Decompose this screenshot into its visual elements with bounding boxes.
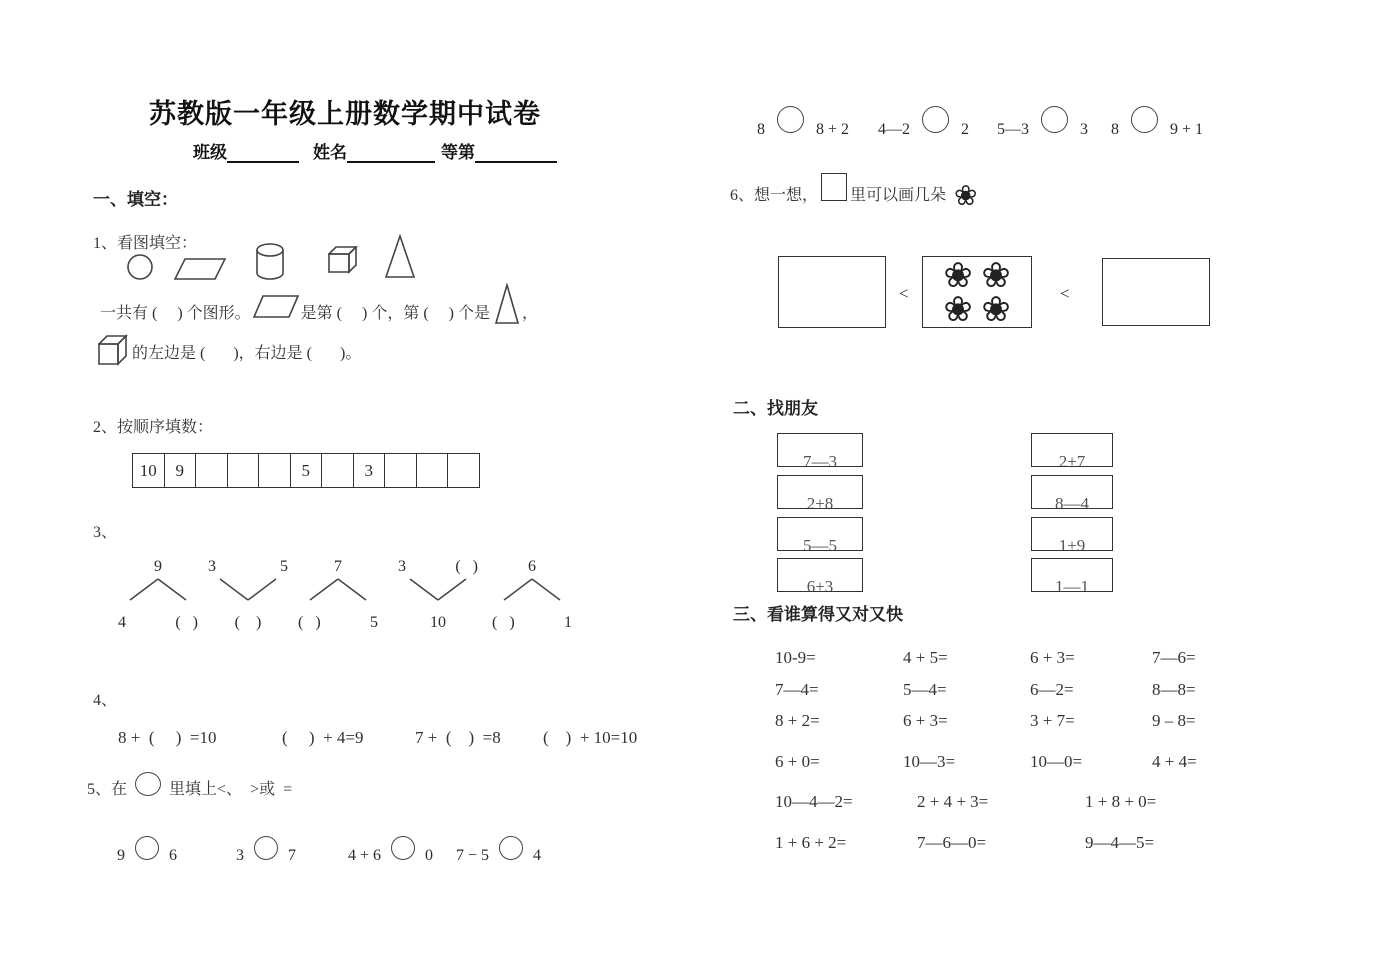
q4-label: 4、 bbox=[93, 692, 118, 709]
compare-right: 7 bbox=[288, 847, 296, 864]
grid-cell bbox=[322, 454, 354, 487]
calc-item: 3 + 7= bbox=[1030, 711, 1075, 730]
calc-item: 4 + 4= bbox=[1152, 752, 1197, 771]
grid-cell bbox=[385, 454, 417, 487]
q1-line2: 的左边是 ( )，右边是 ( )。 bbox=[132, 345, 362, 362]
square-box-icon bbox=[821, 173, 847, 201]
compare-item bbox=[456, 836, 541, 865]
section2-heading: 二、找朋友 bbox=[733, 399, 818, 418]
compare-circle-icon bbox=[391, 836, 415, 860]
q6-label bbox=[730, 173, 978, 212]
grid-cell bbox=[448, 454, 479, 487]
compare-right: 3 bbox=[1080, 121, 1088, 138]
grid-cell bbox=[417, 454, 449, 487]
number-bond bbox=[296, 558, 380, 632]
match-card-right bbox=[1031, 517, 1113, 551]
name-blank bbox=[347, 143, 435, 163]
bond-top: ( ) bbox=[455, 558, 478, 575]
q3-label: 3、 bbox=[93, 524, 118, 541]
bond-split-lines bbox=[490, 576, 574, 602]
calc-item: 5—4= bbox=[903, 680, 947, 699]
compare-circle-icon bbox=[499, 836, 523, 860]
q5-label-suffix: 里填上<、 >或 = bbox=[169, 781, 293, 798]
calc-item: 7—6= bbox=[1152, 648, 1196, 667]
calc-item: 1 + 6 + 2= bbox=[775, 833, 847, 852]
q6-empty-box-right bbox=[1102, 258, 1210, 326]
compare-item bbox=[236, 836, 296, 865]
match-card-left bbox=[777, 558, 863, 592]
bond-top: 6 bbox=[528, 558, 536, 575]
calc-item: 6 + 3= bbox=[1030, 648, 1075, 667]
q4-equation: ( ) + 4=9 bbox=[282, 728, 364, 747]
flower-icon: ❀ bbox=[943, 256, 973, 296]
section1-heading: 一、填空： bbox=[93, 190, 178, 209]
compare-circle-icon bbox=[254, 836, 278, 860]
match-card-text: 2+8 bbox=[806, 494, 834, 509]
match-card-text: 7—3 bbox=[803, 452, 837, 467]
bond-join-lines bbox=[206, 576, 290, 602]
parallelogram-shape bbox=[174, 258, 226, 281]
bond-top: 3 bbox=[208, 558, 216, 575]
circle-shape bbox=[126, 253, 154, 281]
compare-right: 9 + 1 bbox=[1170, 121, 1204, 138]
flower-icon: ❀ bbox=[981, 290, 1011, 330]
flower-icon: ❀ bbox=[981, 256, 1011, 296]
grid-cell: 5 bbox=[291, 454, 323, 487]
bond-bottom: 5 bbox=[370, 614, 378, 631]
compare-left: 7 − 5 bbox=[456, 847, 490, 864]
q1-line1-b: 是第 ( ) 个，第 ( ) 个是 bbox=[300, 305, 490, 322]
section3-heading: 三、看谁算得又对又快 bbox=[733, 605, 903, 624]
q5-label-prefix: 5、在 bbox=[87, 781, 128, 798]
cube-inline-icon bbox=[98, 334, 128, 366]
q1-line1-a: 一共有 ( ) 个图形。 bbox=[100, 305, 251, 322]
triangle-shape bbox=[384, 234, 416, 279]
calc-item: 6—2= bbox=[1030, 680, 1074, 699]
calc-item: 1 + 8 + 0= bbox=[1085, 792, 1157, 811]
bond-bottom: ( ) bbox=[234, 614, 262, 631]
triangle-inline-icon bbox=[494, 283, 520, 325]
bond-bottom: 10 bbox=[430, 614, 446, 631]
compare-item bbox=[1111, 106, 1203, 139]
calc-item: 6 + 3= bbox=[903, 711, 948, 730]
calc-item: 7—6—0= bbox=[917, 833, 987, 852]
compare-left: 9 bbox=[117, 847, 125, 864]
bond-top: 9 bbox=[154, 558, 162, 575]
q1-text-line2 bbox=[98, 334, 361, 366]
cube-shape bbox=[328, 246, 360, 274]
flower-icon: ❀ bbox=[943, 290, 973, 330]
compare-right: 6 bbox=[169, 847, 177, 864]
class-label: 班级 bbox=[193, 143, 227, 162]
bond-bottom: 1 bbox=[564, 614, 572, 631]
compare-left: 5—3 bbox=[997, 121, 1029, 138]
q1-line1-c: ， bbox=[522, 305, 539, 322]
less-than-sign: < bbox=[899, 284, 909, 303]
q6-empty-box-left bbox=[778, 256, 886, 328]
calc-item: 6 + 0= bbox=[775, 752, 820, 771]
compare-right: 2 bbox=[961, 121, 969, 138]
q4-equation: ( ) + 10=10 bbox=[543, 728, 638, 747]
number-bond bbox=[396, 558, 480, 632]
compare-left: 3 bbox=[236, 847, 244, 864]
compare-left: 4—2 bbox=[878, 121, 910, 138]
compare-circle-icon bbox=[1131, 106, 1158, 133]
q2-number-grid bbox=[132, 453, 480, 488]
compare-left: 4 + 6 bbox=[348, 847, 382, 864]
parallelogram-inline-icon bbox=[253, 295, 299, 319]
q4-equation: 8 + ( ) =10 bbox=[118, 728, 217, 747]
match-card-right bbox=[1031, 433, 1113, 467]
calc-item: 8 + 2= bbox=[775, 711, 820, 730]
compare-right: 0 bbox=[425, 847, 434, 864]
calc-item: 9—4—5= bbox=[1085, 833, 1155, 852]
cylinder-shape bbox=[255, 243, 285, 281]
class-blank bbox=[227, 143, 299, 163]
compare-item bbox=[757, 106, 849, 139]
match-card-left bbox=[777, 475, 863, 509]
compare-left: 8 bbox=[757, 121, 765, 138]
grade-label: 等第 bbox=[441, 143, 475, 162]
q5-label bbox=[87, 772, 292, 802]
grid-cell: 10 bbox=[133, 454, 165, 487]
match-card-right bbox=[1031, 558, 1113, 592]
compare-circle-icon bbox=[1041, 106, 1068, 133]
match-card-text: 2+7 bbox=[1058, 452, 1086, 467]
compare-left: 8 bbox=[1111, 121, 1119, 138]
less-than-sign: < bbox=[1060, 284, 1070, 303]
calc-item: 7—4= bbox=[775, 680, 819, 699]
bond-split-lines bbox=[296, 576, 380, 602]
calc-item: 10—4—2= bbox=[775, 792, 853, 811]
match-card-left bbox=[777, 433, 863, 467]
flower-icon: ❀ bbox=[954, 179, 978, 212]
bond-bottom: ( ) bbox=[492, 614, 515, 631]
compare-item bbox=[117, 836, 177, 865]
calc-item: 10—0= bbox=[1030, 752, 1083, 771]
bond-top: 5 bbox=[280, 558, 288, 575]
calc-item: 10—3= bbox=[903, 752, 956, 771]
bond-top: 7 bbox=[334, 558, 342, 575]
match-card-text: 8—4 bbox=[1055, 494, 1089, 509]
calc-item: 10-9= bbox=[775, 648, 816, 667]
number-bond bbox=[116, 558, 200, 632]
compare-circle-icon bbox=[777, 106, 804, 133]
q2-label: 2、按顺序填数： bbox=[93, 419, 214, 436]
compare-circle-icon bbox=[135, 772, 161, 796]
bond-bottom: ( ) bbox=[175, 614, 198, 631]
q6-suffix: 里可以画几朵 bbox=[850, 187, 947, 204]
compare-item bbox=[878, 106, 969, 139]
match-card-text: 1+9 bbox=[1058, 536, 1086, 551]
q1-shape-row bbox=[126, 234, 446, 286]
q1-label: 1、看图填空： bbox=[93, 235, 198, 252]
bond-join-lines bbox=[396, 576, 480, 602]
match-card-right bbox=[1031, 475, 1113, 509]
name-label: 姓名 bbox=[313, 143, 347, 162]
bond-split-lines bbox=[116, 576, 200, 602]
compare-right: 4 bbox=[533, 847, 542, 864]
match-card-left bbox=[777, 517, 863, 551]
bond-bottom: ( ) bbox=[298, 614, 321, 631]
grade-blank bbox=[475, 143, 557, 163]
compare-item bbox=[348, 836, 433, 865]
flower-grid bbox=[936, 256, 1018, 330]
number-bond bbox=[490, 558, 574, 632]
compare-right: 8 + 2 bbox=[816, 121, 850, 138]
q1-text-line1 bbox=[100, 283, 538, 325]
compare-circle-icon bbox=[922, 106, 949, 133]
grid-cell: 3 bbox=[354, 454, 386, 487]
q6-flower-box bbox=[922, 256, 1032, 328]
calc-item: 9 – 8= bbox=[1152, 711, 1196, 730]
bond-bottom: 4 bbox=[118, 614, 126, 631]
match-card-text: 6+3 bbox=[806, 577, 834, 592]
number-bond bbox=[206, 558, 290, 632]
match-card-text: 1—1 bbox=[1055, 577, 1089, 592]
grid-cell bbox=[196, 454, 228, 487]
calc-item: 8—8= bbox=[1152, 680, 1196, 699]
compare-circle-icon bbox=[135, 836, 159, 860]
q4-equation: 7 + ( ) =8 bbox=[415, 728, 501, 747]
grid-cell bbox=[228, 454, 260, 487]
calc-item: 2 + 4 + 3= bbox=[917, 792, 989, 811]
bond-top: 3 bbox=[398, 558, 406, 575]
page-title: 苏教版一年级上册数学期中试卷 bbox=[149, 99, 541, 129]
compare-item bbox=[997, 106, 1088, 139]
grid-cell: 9 bbox=[165, 454, 197, 487]
q6-prefix: 6、想一想， bbox=[730, 187, 819, 204]
calc-item: 4 + 5= bbox=[903, 648, 948, 667]
header-fields bbox=[193, 138, 557, 163]
grid-cell bbox=[259, 454, 291, 487]
match-card-text: 5—5 bbox=[803, 536, 837, 551]
